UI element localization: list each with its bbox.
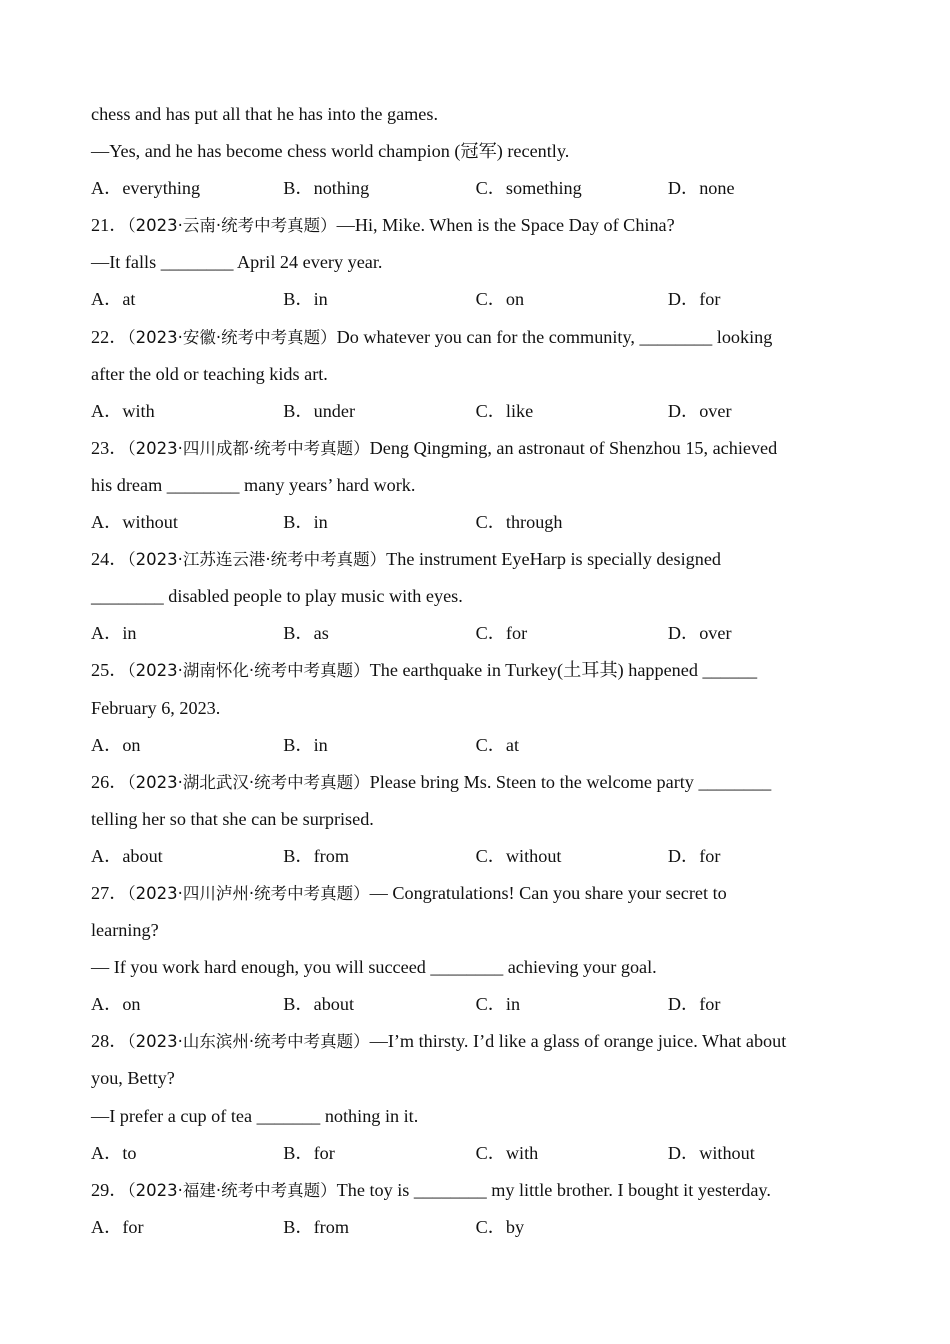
option-a: A．at [91, 289, 136, 310]
option-c: C．in [475, 994, 521, 1015]
question-number: 26． [91, 771, 128, 792]
question-23-line-2: his dream ________ many years’ hard work. [91, 474, 416, 495]
question-28-line-2: you, Betty? [91, 1068, 175, 1089]
option-b: B．from [283, 845, 349, 866]
option-d: D．for [667, 845, 721, 866]
question-26-stem [91, 764, 861, 801]
question-22-stem [91, 319, 861, 356]
question-29-options [91, 1209, 861, 1246]
question-29-stem [91, 1172, 861, 1209]
question-source: （2023·云南·统考中考真题） [127, 216, 337, 236]
question-22-line-2: after the old or teaching kids art. [91, 363, 328, 384]
option-a: A．about [91, 845, 163, 866]
question-24-stem [91, 541, 861, 578]
question-number: 24． [91, 549, 128, 570]
option-b: B．in [283, 289, 328, 310]
question-number: 27． [91, 882, 128, 903]
option-a: A．without [91, 512, 178, 533]
question-25-stem [91, 652, 861, 689]
question-source: （2023·四川泸州·统考中考真题） [127, 883, 370, 903]
question-source: （2023·山东滨州·统考中考真题） [127, 1032, 370, 1052]
question-28-line-3: —I prefer a cup of tea _______ nothing in it. [91, 1105, 419, 1126]
question-source: （2023·湖南怀化·统考中考真题） [127, 661, 370, 681]
question-source: （2023·四川成都·统考中考真题） [127, 438, 370, 458]
option-b: B．about [283, 994, 355, 1015]
question-text: — Congratulations! Can you share your secret to [369, 882, 727, 903]
option-c: C．for [475, 623, 528, 644]
option-b: B．nothing [283, 178, 370, 199]
option-c: C．something [475, 178, 582, 199]
option-b: B．in [283, 734, 328, 755]
option-c: C．through [475, 512, 563, 533]
option-b: B．from [283, 1216, 349, 1237]
option-d: D．over [667, 623, 732, 644]
question-24-options [91, 615, 861, 652]
question-23-stem [91, 430, 861, 467]
question-21-line-2: —It falls ________ April 24 every year. [91, 252, 383, 273]
option-d: D．for [667, 289, 721, 310]
question-source: （2023·湖北武汉·统考中考真题） [127, 772, 370, 792]
prev-question-options [91, 170, 861, 207]
question-22-options [91, 393, 861, 430]
question-text: The instrument EyeHarp is specially designed [386, 549, 721, 570]
option-a: A．to [91, 1142, 137, 1163]
question-text: —Hi, Mike. When is the Space Day of China? [336, 215, 675, 236]
question-list [91, 96, 861, 1246]
option-c: C．without [475, 845, 562, 866]
option-c: C．with [475, 1142, 539, 1163]
question-number: 22． [91, 326, 128, 347]
question-27-options [91, 986, 861, 1023]
question-26-options [91, 838, 861, 875]
question-source: （2023·福建·统考中考真题） [127, 1180, 337, 1200]
question-21-options [91, 281, 861, 318]
prev-question-line-2: —Yes, and he has become chess world champion (冠军) recently. [91, 141, 570, 162]
option-c: C．at [475, 734, 520, 755]
question-28-options [91, 1135, 861, 1172]
option-b: B．as [283, 623, 329, 644]
question-number: 23． [91, 437, 128, 458]
option-d: D．none [667, 178, 735, 199]
question-text: Please bring Ms. Steen to the welcome party ________ [369, 771, 772, 792]
question-text: The toy is ________ my little brother. I bought it yesterday. [336, 1179, 771, 1200]
option-b: B．under [283, 400, 356, 421]
question-source: （2023·安徽·统考中考真题） [127, 327, 337, 347]
question-23-options [91, 504, 861, 541]
question-text: Deng Qingming, an astronaut of Shenzhou 15, achieved [369, 437, 778, 458]
option-a: A．in [91, 623, 137, 644]
option-d: D．without [667, 1142, 755, 1163]
question-21-stem [91, 207, 861, 244]
prev-question-line-1: chess and has put all that he has into the games. [91, 104, 438, 124]
question-number: 25． [91, 660, 128, 681]
question-26-line-2: telling her so that she can be surprised. [91, 808, 374, 829]
question-27-stem [91, 875, 861, 912]
question-text: —I’m thirsty. I’d like a glass of orange juice. What about [369, 1031, 787, 1052]
question-source: （2023·江苏连云港·统考中考真题） [127, 550, 387, 570]
option-c: C．like [475, 400, 534, 421]
question-27-line-3: — If you work hard enough, you will succeed ________ achieving your goal. [91, 957, 657, 978]
question-text: The earthquake in Turkey(土耳其) happened ______ [369, 660, 758, 681]
question-28-stem [91, 1023, 861, 1060]
question-24-line-2: ________ disabled people to play music with eyes. [91, 586, 463, 607]
question-number: 29． [91, 1179, 128, 1200]
option-d: D．over [667, 400, 732, 421]
option-a: A．everything [91, 178, 201, 199]
question-27-line-2: learning? [91, 920, 159, 941]
option-a: A．on [91, 994, 141, 1015]
option-b: B．for [283, 1142, 335, 1163]
option-c: C．by [475, 1216, 525, 1237]
option-b: B．in [283, 512, 328, 533]
option-a: A．for [91, 1216, 144, 1237]
option-a: A．on [91, 734, 141, 755]
option-c: C．on [475, 289, 525, 310]
option-a: A．with [91, 400, 155, 421]
question-text: Do whatever you can for the community, ________ looking [336, 326, 773, 347]
question-number: 28． [91, 1031, 128, 1052]
option-d: D．for [667, 994, 721, 1015]
question-25-line-2: February 6, 2023. [91, 697, 221, 718]
question-25-options [91, 727, 861, 764]
question-number: 21． [91, 215, 128, 236]
